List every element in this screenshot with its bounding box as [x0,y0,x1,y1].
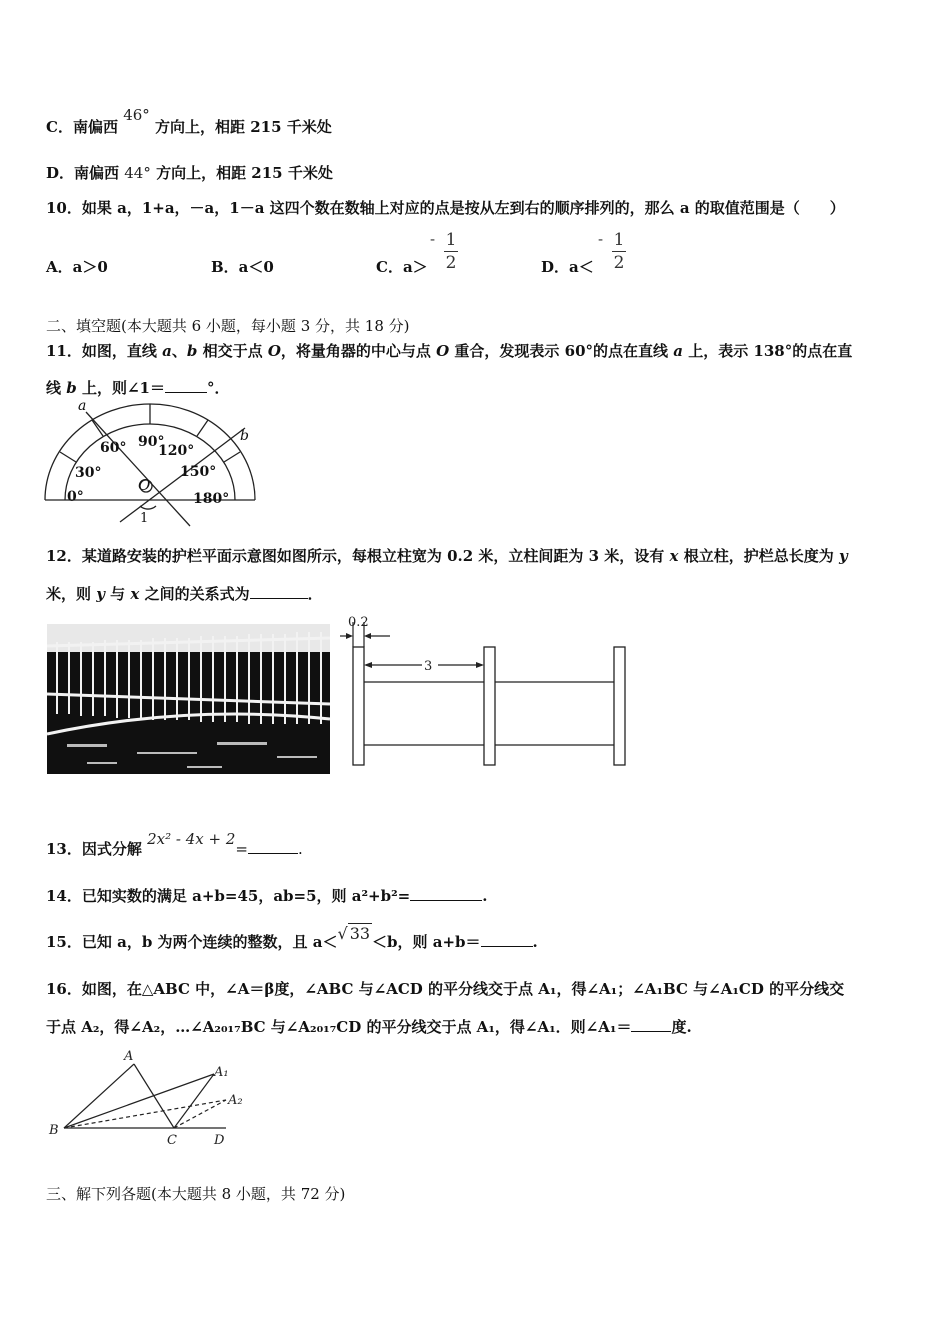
q11-var-o: O [267,342,281,360]
q16-line-1: 16．如图，在△ABC 中，∠A＝β度，∠ABC 与∠ACD 的平分线交于点 A₁，得∠A₁；∠A₁BC 与∠A₁CD 的平分线交 [46,980,845,998]
q12-text: 根立柱，护栏总长度为 [678,547,839,565]
q9-option-c-label: C．南偏西 [46,118,118,136]
q15-end: . [532,933,538,951]
q11-line-2 [46,377,229,398]
q11-var-a: a [673,342,683,360]
label-a1: A₁ [214,1065,229,1080]
label-d: D [214,1133,225,1148]
q10-option-a: A．a＞0 [46,258,108,276]
line-ca2 [174,1100,226,1128]
q9-option-c [46,106,332,137]
q15-text: 15．已知 a，b 为两个连续的整数，且 a＜ [46,933,338,951]
post-2 [484,647,495,765]
q10-c-numerator: 1 [445,230,457,250]
q10-option-d: D．a＜ [541,258,594,276]
q15-text: ＜b，则 a+b＝ [372,933,481,951]
label-angle-1: 1 [140,511,149,526]
label-b: B [49,1123,59,1138]
q9-option-d-label: D．南偏西 [46,164,120,182]
q10-c-sign: - [430,230,436,248]
q16-answer-blank[interactable] [631,1017,671,1032]
tick-label-0: 0° [67,489,84,505]
q15-sqrt: √ 33 [337,924,371,943]
q12-text: 与 [104,585,131,603]
q12-var-y: y [838,547,848,565]
fraction-bar [612,251,626,252]
tick-label-150: 150° [180,464,217,480]
q11-var-b: b [66,379,77,397]
post-3 [614,647,625,765]
tick-label-30: 30° [75,465,102,481]
q12-text: 米，则 [46,585,97,603]
q12-text: 之间的关系式为 [139,585,250,603]
angle-1-arc [140,506,156,509]
q13-equals: = [235,840,248,858]
q15-line [46,924,538,952]
q13-line [46,830,303,859]
q12-text: ． [307,585,323,603]
post-1 [353,647,364,765]
protractor-tick-150 [224,452,240,462]
q11-text: 上，表示 138°的点在直 [682,342,853,360]
q9-option-d-angle: 44° [124,164,151,182]
line-ba2 [64,1100,226,1128]
q10-c-fraction [444,230,458,273]
protractor-tick-30 [60,452,76,462]
tick-label-120: 120° [158,443,195,459]
tick-label-180: 180° [193,491,230,507]
q12-line-2 [46,583,323,604]
gap-label: 3 [424,659,433,674]
q9-option-c-angle: 46° [123,106,150,124]
q11-text: 相交于点 [197,342,268,360]
q11-var-a: a [162,342,172,360]
q16-text: 于点 A₂，得∠A₂，…∠A₂₀₁₇BC 与∠A₂₀₁₇CD 的平分线交于点 A₁，得∠A₁．则∠A₁＝ [46,1018,632,1036]
q14-answer-blank[interactable] [410,886,482,901]
q14-line [46,885,487,906]
q10-stem: 10．如果 a，1+a，－a，1－a 这四个数在数轴上对应的点是按从左到右的顺序排列的，那么 a 的取值范围是（ ） [46,199,845,217]
width-label: 0.2 [348,615,369,630]
label-a: A [124,1049,134,1064]
tick-label-90: 90° [138,434,165,450]
q13-text: 13．因式分解 [46,840,142,858]
q10-d-fraction [612,230,626,273]
q11-sep: 、 [171,342,187,360]
q9-option-c-text: 方向上，相距 215 千米处 [155,118,332,136]
section-2-heading: 二、填空题(本大题共 6 小题，每小题 3 分，共 18 分) [46,317,410,335]
q10-d-denominator: 2 [613,253,625,273]
q10-option-b: B．a＜0 [211,258,274,276]
protractor-tick-120 [197,420,208,436]
arrowhead [364,633,371,639]
q11-answer-blank[interactable] [165,378,207,393]
q15-answer-blank[interactable] [481,932,533,947]
fraction-bar [444,251,458,252]
q10-c-denominator: 2 [445,253,457,273]
q12-var-x: x [130,585,140,603]
label-a2: A₂ [228,1093,243,1108]
tick-label-60: 60° [100,440,127,456]
arrowhead [476,662,484,668]
q13-answer-blank[interactable] [248,839,298,854]
q12-railing-photo [47,624,330,774]
q10-option-c: C．a＞ [376,258,428,276]
label-o: O [138,476,151,494]
q12-line-1 [46,545,848,566]
q10-d-numerator: 1 [613,230,625,250]
q12-railing-schematic [340,612,630,772]
q11-var-b: b [186,342,198,360]
q13-end: . [297,840,303,858]
label-c: C [167,1133,177,1148]
q11-protractor-figure [40,400,270,530]
q10-d-sign: - [598,230,604,248]
label-a: a [78,398,87,414]
q12-var-y: y [96,585,105,603]
q11-text: 上，则∠1＝ [76,379,165,397]
q11-text: °． [206,379,230,397]
q13-expression: 2x² - 4x + 2 [147,830,236,848]
q16-line-2 [46,1016,692,1037]
line-ca1 [174,1074,214,1128]
label-b: b [240,428,249,444]
q14-text: 14．已知实数的满足 a+b=45，ab=5，则 a²+b²= [46,887,411,905]
line-ba1 [64,1074,214,1128]
q15-radicand: 33 [349,924,371,943]
q11-var-o: O [436,342,450,360]
q9-option-d-text: 方向上，相距 215 千米处 [156,164,333,182]
q11-text: 11．如图，直线 [46,342,163,360]
q12-text: 12．某道路安装的护栏平面示意图如图所示，每根立柱宽为 0.2 米，立柱间距为 3 米，设有 [46,547,670,565]
q11-text: 重合，发现表示 60°的点在直线 [449,342,674,360]
arrowhead [364,662,372,668]
q16-triangle-figure [46,1048,256,1148]
q9-option-d [46,162,333,183]
q16-text: 度. [671,1018,692,1036]
arrowhead [346,633,353,639]
line-ba [64,1064,134,1128]
q14-end: . [482,887,488,905]
q12-answer-blank[interactable] [250,584,308,599]
q11-text: 线 [46,379,67,397]
q11-line-1 [46,340,852,361]
section-3-heading: 三、解下列各题(本大题共 8 小题，共 72 分) [46,1185,346,1203]
q12-var-x: x [669,547,679,565]
q11-text: ，将量角器的中心与点 [280,342,437,360]
